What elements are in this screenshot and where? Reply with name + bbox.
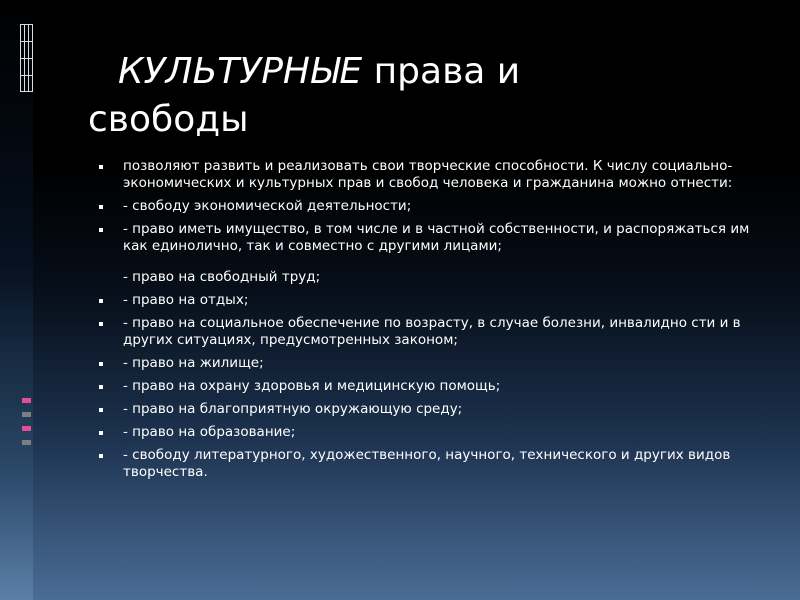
- bullet-item: - право на социальное обеспечение по возрасту, в случае болезни, инвалидно сти и в других ситуациях, предусмотренных законом;: [96, 315, 756, 349]
- bullet-item: - свободу литературного, художественного, научного, технического и других видов творчества.: [96, 447, 756, 481]
- bullet-item: - право на охрану здоровья и медицинскую помощь;: [96, 378, 756, 395]
- bullet-item: - право иметь имущество, в том числе и в частной собственности, и распоряжаться им как единолично, так и совместно с другими лицами;: [96, 221, 756, 255]
- bullet-item: - право на отдых;: [96, 292, 756, 309]
- bullet-list: [96, 158, 756, 487]
- title-line-2: свободы: [88, 99, 249, 140]
- accent-bar: [22, 440, 31, 445]
- accent-bar: [22, 426, 31, 431]
- grid-decoration: [20, 24, 33, 92]
- accent-bar: [22, 398, 31, 403]
- bullet-item: - свободу экономической деятельности;: [96, 198, 756, 215]
- title-emphasis: КУЛЬТУРНЫЕ: [118, 51, 363, 92]
- bullet-item: позволяют развить и реализовать свои творческие способности. К числу социально-экономических и культурных прав и свобод человека и гражданина можно отнести:: [96, 158, 756, 192]
- bullet-item: - право на благоприятную окружающую среду;: [96, 401, 756, 418]
- bullet-item: - право на свободный труд;: [123, 269, 321, 285]
- title-rest: права и: [373, 51, 521, 92]
- bullet-item: - право на образование;: [96, 424, 756, 441]
- accent-bars: [22, 398, 31, 598]
- accent-bar: [22, 412, 31, 417]
- slide-title: [88, 48, 768, 144]
- bullet-item: - право на жилище;: [96, 355, 756, 372]
